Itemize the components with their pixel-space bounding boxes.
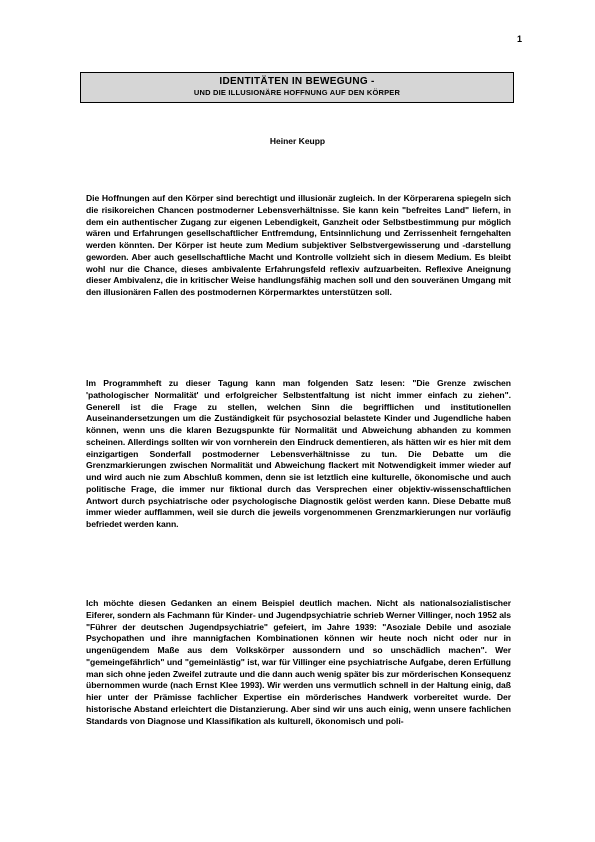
- body-paragraph-1: Im Programmheft zu dieser Tagung kann man folgenden Satz lesen: "Die Grenze zwischen 'pathologischer Normalität' und erfolgreicher Selbstentfaltung ist nicht immer einfach zu ziehen". Generell ist die Frage zu stellen, welchen Sinn die begrifflichen und institutionellen Auseinandersetzungen um die Zuständigkeit für psychosozial belastete Kinder und Jugendliche haben können, wenn uns die klaren Bezugspunkte für Normalität und Abweichung abhanden zu kommen scheinen. Allerdings sollten wir von vornherein den Eindruck dementieren, als hätten wir es hier mit dem einzigartigen Sonderfall postmoderner Lebensverhältnisse zu tun. Die Debatte um die Grenzmarkierungen zwischen Normalität und Abweichung flackert mit Notwendigkeit immer wieder auf und wird auch nie zum Abschluß kommen, denn sie ist letztlich eine kulturelle, ökonomische und auch politische Frage, die immer nur fiktional durch das Versprechen einer objektiv-wissenschaftlichen Antwort durch psychiatrische oder psychologische Diagnostik gelöst werden kann. Diese Debatte muß immer wieder aufflammen, weil sie durch die jeweils vorgenommenen Grenzmarkierungen nur vorläufig befriedet werden kann.: [86, 378, 511, 529]
- page-number: 1: [516, 34, 522, 44]
- abstract-paragraph: Die Hoffnungen auf den Körper sind berechtigt und illusionär zugleich. In der Körperarena spiegeln sich die risikoreichen Chancen postmoderner Lebensverhältnisse. Sie kann kein "befreites Land" liefern, in dem ein authentischer Zugang zur eigenen Lebendigkeit, Ganzheit oder Selbstbestimmung pur möglich wären und Erfahrungen gesellschaftlicher Entfremdung, Entsinnlichung und Zerrissenheit ferngehalten werden könnten. Der Körper ist heute zum Medium subjektiver Selbstvergewisserung und -darstellung geworden. Aber auch gesellschaftliche Macht und Kontrolle vollzieht sich in diesem Medium. Es bleibt wohl nur die Chance, dieses ambivalente Erfahrungsfeld reflexiv aufzuarbeiten. Reflexive Aneignung dieser Ambivalenz, die in kritischer Weise handlungsfähig machen soll und den souveränen Umgang mit den illusionären Fallen des postmodernen Körpermarktes unterstützen soll.: [86, 193, 511, 297]
- title-box: [80, 72, 514, 103]
- document-title: IDENTITÄTEN IN BEWEGUNG -: [219, 76, 375, 87]
- author-name: Heiner Keupp: [269, 136, 326, 146]
- document-subtitle: UND DIE ILLUSIONÄRE HOFFNUNG AUF DEN KÖRPER: [193, 88, 401, 97]
- body-paragraph-2: Ich möchte diesen Gedanken an einem Beispiel deutlich machen. Nicht als nationalsozialistischer Eiferer, sondern als Fachmann für Kinder- und Jugendpsychiatrie schrieb Werner Villinger, noch 1952 als "Führer der deutschen Jugendpsychiatrie" gefeiert, im Jahre 1939: "Asoziale Debile und asoziale Psychopathen und ihre mannigfachen Kombinationen können wir heute noch nicht oder nur in ungenügendem Maße aus dem Volkskörper aussondern und so unschädlich machen". Wer "gemeingefährlich" und "gemeinlästig" ist, war für Villinger eine psychiatrische Aufgabe, deren Erfüllung man sich ohne jeden Zweifel zutraute und die dann auch wenig später bis zur mörderischen Konsequenz übernommen wurde (nach Ernst Klee 1993). Wir werden uns vermutlich schnell in der Haltung einig, daß hier unter der Prämisse fachlicher Expertise ein mörderisches Handwerk vorbereitet wurde. Der historische Abstand erleichtert die Distanzierung. Aber sind wir uns auch einig, wenn unsere fachlichen Standards von Diagnose und Klassifikation als kulturell, ökonomisch und poli-: [86, 598, 511, 726]
